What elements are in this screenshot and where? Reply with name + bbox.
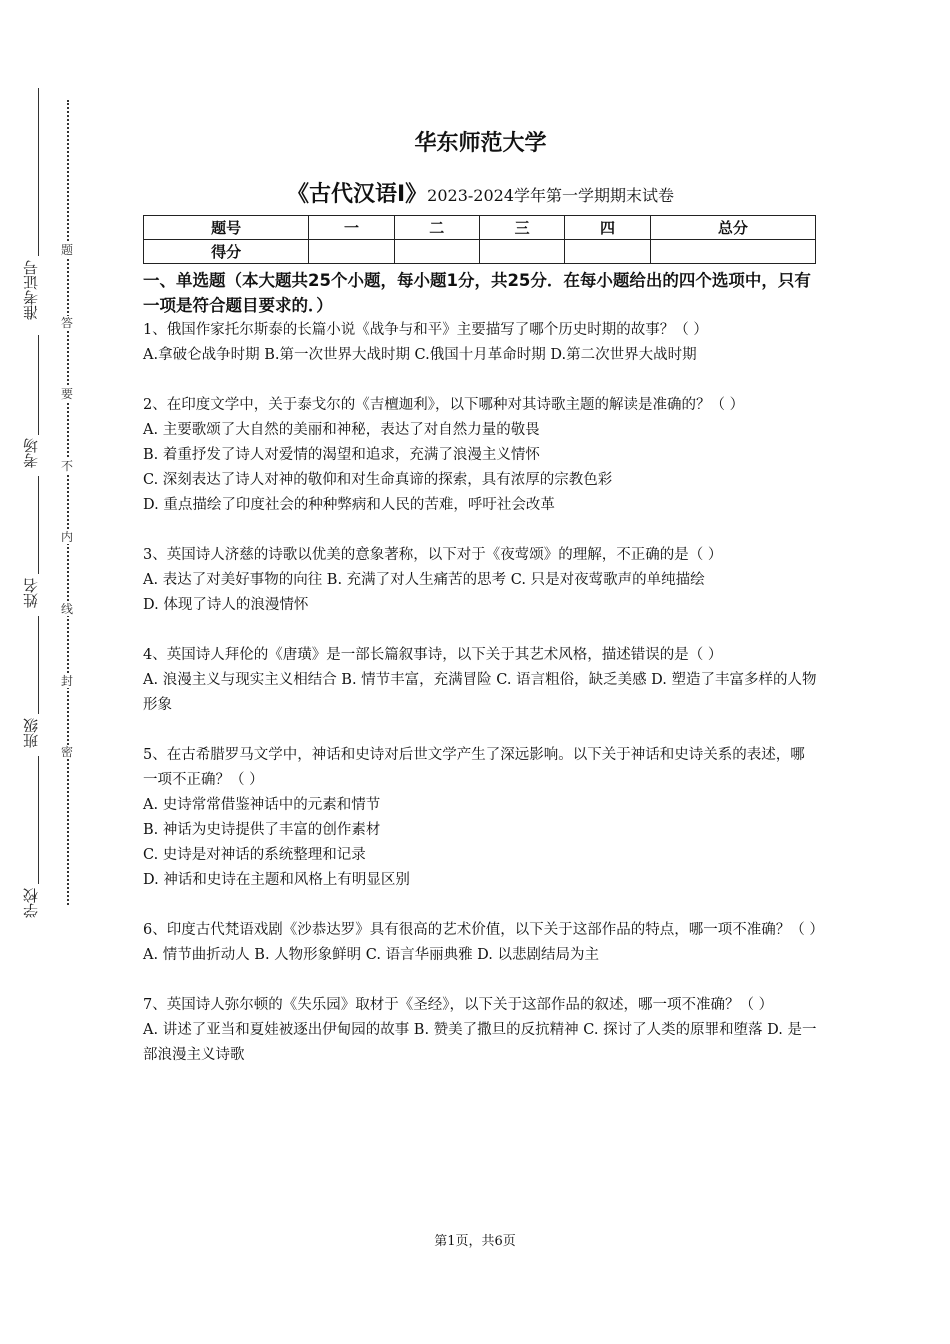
question-option: C. 史诗是对神话的系统整理和记录	[143, 847, 366, 863]
question-stem: 4、英国诗人拜伦的《唐璜》是一部长篇叙事诗，以下关于其艺术风格，描述错误的是（ ）	[143, 647, 723, 663]
question-1	[143, 318, 818, 368]
class-field	[22, 718, 42, 748]
university-title: 华东师范大学	[414, 131, 547, 156]
score-table-score-row	[144, 240, 816, 264]
question-option: A. 主要歌颂了大自然的美丽和神秘，表达了对自然力量的敬畏	[143, 422, 540, 438]
seal-char: 答	[60, 316, 73, 330]
question-2	[143, 393, 818, 518]
question-options: A. 浪漫主义与现实主义相结合 B. 情节丰富，充满冒险 C. 语言粗俗，缺乏美感 D. 塑造了丰富多样的人物形象	[143, 672, 817, 713]
seal-char: 线	[60, 602, 73, 616]
term-text: 2023-2024学年第一学期期末试卷	[427, 186, 675, 205]
question-option: D. 重点描绘了印度社会的种种弊病和人民的苦难，呼吁社会改革	[143, 497, 555, 513]
question-4	[143, 643, 818, 718]
question-options: A. 情节曲折动人 B. 人物形象鲜明 C. 语言华丽典雅 D. 以悲剧结局为主	[143, 947, 600, 963]
field-line	[38, 476, 39, 574]
exam-room-label: 考场	[22, 438, 40, 468]
exam-room-field	[22, 438, 42, 468]
binding-margin	[0, 0, 80, 1344]
question-option: B. 神话为史诗提供了丰富的创作素材	[143, 822, 381, 838]
seal-char: 内	[60, 530, 73, 544]
question-stem: 7、英国诗人弥尔顿的《失乐园》取材于《圣经》，以下关于这部作品的叙述，哪一项不准确？（ ）	[143, 997, 774, 1013]
class-label: 班级	[22, 718, 40, 748]
field-line	[38, 616, 39, 714]
question-7	[143, 993, 818, 1068]
school-label: 学校	[22, 888, 40, 918]
course-name: 《古代汉语Ⅰ》	[286, 182, 428, 207]
score-table-cell: 总分	[650, 216, 815, 240]
score-table-cell: 三	[479, 216, 564, 240]
field-line	[38, 756, 39, 884]
seal-char: 不	[60, 459, 73, 473]
question-option: C. 深刻表达了诗人对神的敬仰和对生命真谛的探索，具有浓厚的宗教色彩	[143, 472, 613, 488]
question-stem: 5、在古希腊罗马文学中，神话和史诗对后世文学产生了深远影响。以下关于神话和史诗关系的表述，哪一项不正确？（ ）	[143, 747, 805, 788]
question-stem: 2、在印度文学中，关于泰戈尔的《吉檀迦利》，以下哪种对其诗歌主题的解读是准确的？（ ）	[143, 397, 745, 413]
question-5	[143, 743, 818, 893]
score-table-cell: 得分	[144, 240, 309, 264]
question-stem: 6、印度古代梵语戏剧《沙恭达罗》具有很高的艺术价值，以下关于这部作品的特点，哪一项不准确？（ ）	[143, 922, 824, 938]
question-stem: 1、俄国作家托尔斯泰的长篇小说《战争与和平》主要描写了哪个历史时期的故事？（ ）	[143, 322, 708, 338]
school-field	[22, 888, 42, 918]
score-table-cell: 题号	[144, 216, 309, 240]
score-input-cell[interactable]	[650, 240, 815, 264]
question-6	[143, 918, 824, 968]
question-option: B. 着重抒发了诗人对爱情的渴望和追求，充满了浪漫主义情怀	[143, 447, 540, 463]
score-input-cell[interactable]	[309, 240, 394, 264]
question-options: A.拿破仑战争时期 B.第一次世界大战时期 C.俄国十月革命时期 D.第二次世界大战时期	[143, 347, 697, 363]
score-input-cell[interactable]	[479, 240, 564, 264]
seal-line	[67, 100, 69, 905]
seal-char: 密	[60, 745, 73, 759]
score-table-header-row	[144, 216, 816, 240]
field-line	[38, 335, 39, 435]
name-field	[22, 578, 42, 608]
seal-char: 题	[60, 243, 73, 257]
question-3	[143, 543, 818, 618]
seal-char: 封	[60, 674, 73, 688]
question-option: D. 体现了诗人的浪漫情怀	[143, 597, 309, 613]
name-label: 姓名	[22, 578, 40, 608]
exam-content	[143, 128, 824, 1068]
page-footer: 第1页，共6页	[434, 1234, 516, 1249]
section-heading: 一、单选题（本大题共25个小题，每小题1分，共25分．在每小题给出的四个选项中，只有一项是符合题目要求的．）	[143, 271, 811, 315]
score-input-cell[interactable]	[394, 240, 479, 264]
question-option: A. 表达了对美好事物的向往 B. 充满了对人生痛苦的思考 C. 只是对夜莺歌声的单纯描绘	[143, 572, 705, 588]
question-option: A. 史诗常常借鉴神话中的元素和情节	[143, 797, 381, 813]
exam-title	[143, 178, 818, 212]
score-table	[143, 215, 816, 264]
exam-number-label: 准考证号	[22, 260, 40, 320]
seal-char: 要	[60, 387, 73, 401]
score-input-cell[interactable]	[565, 240, 650, 264]
exam-number-field	[22, 260, 42, 320]
question-option: D. 神话和史诗在主题和风格上有明显区别	[143, 872, 410, 888]
score-table-cell: 四	[565, 216, 650, 240]
score-table-cell: 二	[394, 216, 479, 240]
score-table-cell: 一	[309, 216, 394, 240]
question-stem: 3、英国诗人济慈的诗歌以优美的意象著称，以下对于《夜莺颂》的理解，不正确的是（ ）	[143, 547, 723, 563]
field-line	[38, 88, 39, 256]
question-options: A. 讲述了亚当和夏娃被逐出伊甸园的故事 B. 赞美了撒旦的反抗精神 C. 探讨了人类的原罪和堕落 D. 是一部浪漫主义诗歌	[143, 1022, 817, 1063]
